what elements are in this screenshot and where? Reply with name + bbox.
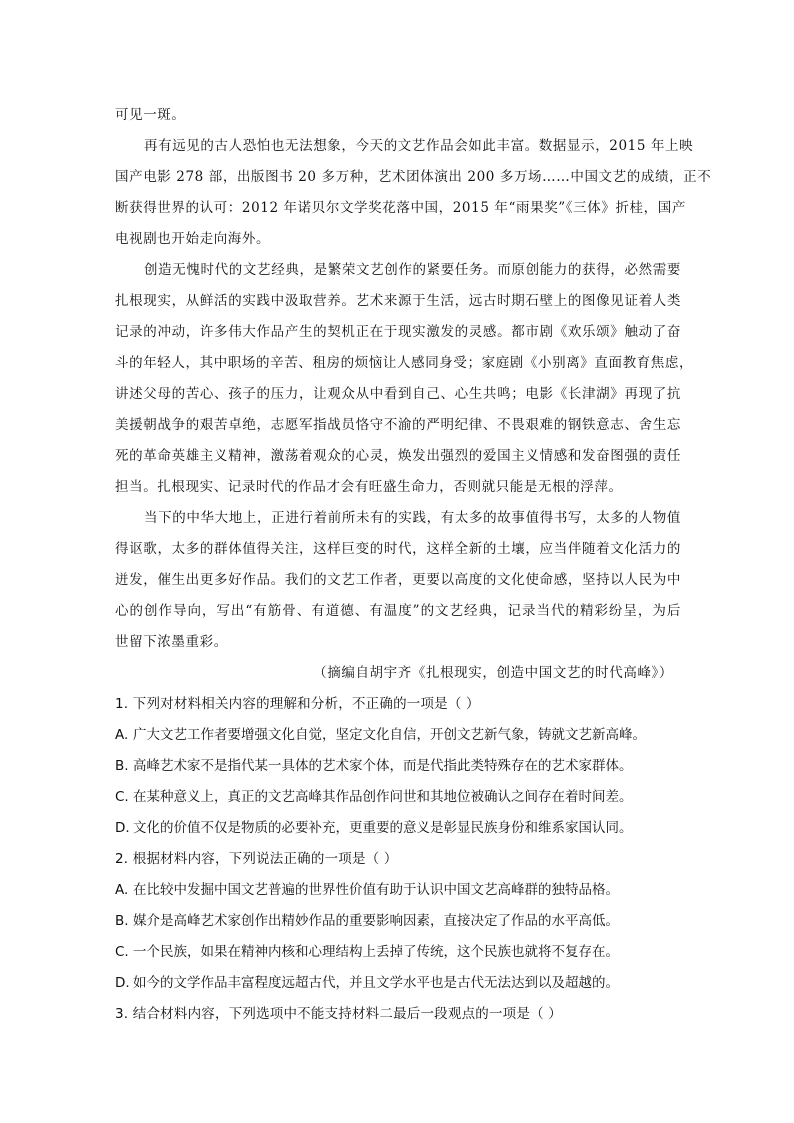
passage-line: 斗的年轻人，其中职场的辛苦、租房的烦恼让人感同身受；家庭剧《小别离》直面教育焦虑， <box>115 355 694 371</box>
option-item[interactable] <box>115 906 685 937</box>
option-letter: B. <box>115 758 129 774</box>
option-text: 如今的文学作品丰富程度远超古代，并且文学水平也是古代无法达到以及超越的。 <box>133 975 619 991</box>
option-item[interactable] <box>115 813 685 844</box>
passage-line: 担当。扎根现实、记录时代的作品才会有旺盛生命力，否则就只能是无根的浮萍。 <box>115 479 623 495</box>
passage-line: 再有远见的古人恐怕也无法想象，今天的文艺作品会如此丰富。数据显示，2015 年上映 <box>144 138 694 154</box>
option-text: 在某种意义上，真正的文艺高峰其作品创作问世和其地位被确认之间存在着时间差。 <box>133 789 633 805</box>
option-text: 媒介是高峰艺术家创作出精妙作品的重要影响因素，直接决定了作品的水平高低。 <box>133 913 619 929</box>
option-text: 文化的价值不仅是物质的必要补充，更重要的意义是彰显民族身份和维系家国认同。 <box>133 820 633 836</box>
passage-line: 记录的冲动，许多伟大作品产生的契机正在于现实激发的灵感。都市剧《欢乐颂》触动了奋 <box>115 324 681 340</box>
question-stem: 1. 下列对材料相关内容的理解和分析，不正确的一项是（ ） <box>115 696 480 712</box>
option-item[interactable] <box>115 782 685 813</box>
passage-line: 美援朝战争的艰苦卓绝，志愿军指战员恪守不渝的严明纪律、不畏艰难的钢铁意志、舍生忘 <box>115 417 681 433</box>
option-item[interactable] <box>115 937 685 968</box>
reading-passage <box>115 100 712 689</box>
passage-line: 电视剧也开始走向海外。 <box>115 231 271 247</box>
option-item[interactable] <box>115 875 685 906</box>
passage-line: 心的创作导向，写出“有筋骨、有道德、有温度”的文艺经典，记录当代的精彩纷呈，为后 <box>115 603 681 619</box>
option-text: 高峰艺术家不是指代某一具体的艺术家个体，而是代指此类特殊存在的艺术家群体。 <box>133 758 633 774</box>
option-letter: D. <box>115 975 130 991</box>
passage-line: 创造无愧时代的文艺经典，是繁荣文艺创作的紧要任务。而原创能力的获得，必然需要 <box>144 262 681 278</box>
option-text: 一个民族，如果在精神内核和心理结构上丢掉了传统，这个民族也就将不复存在。 <box>133 944 619 960</box>
passage-line: 国产电影 278 部，出版图书 20 多万种，艺术团体演出 200 多万场……中国文艺的成绩，正不 <box>115 169 712 185</box>
option-letter: C. <box>115 789 129 805</box>
option-item[interactable] <box>115 720 685 751</box>
option-item[interactable] <box>115 751 685 782</box>
question-stem: 2. 根据材料内容，下列说法正确的一项是（ ） <box>115 851 398 867</box>
question-stem: 3. 结合材料内容，下列选项中不能支持材料二最后一段观点的一项是（ ） <box>115 1006 562 1022</box>
passage-line: 当下的中华大地上，正进行着前所未有的实践，有太多的故事值得书写，太多的人物值 <box>144 510 681 526</box>
passage-source: （摘编自胡宇齐《扎根现实，创造中国文艺的时代高峰》） <box>313 665 673 681</box>
passage-line: 得讴歌，太多的群体值得关注，这样巨变的时代，这样全新的土壤，应当伴随着文化活力的 <box>115 541 681 557</box>
passage-line: 断获得世界的认可：2012 年诺贝尔文学奖花落中国，2015 年“雨果奖”《三体》折桂，国产 <box>115 200 686 216</box>
passage-line: 迸发，催生出更多好作品。我们的文艺工作者，更要以高度的文化使命感，坚持以人民为中 <box>115 572 681 588</box>
option-letter: A. <box>115 882 129 898</box>
question-list <box>115 689 685 1030</box>
option-letter: B. <box>115 913 129 929</box>
passage-line: 死的革命英雄主义精神，激荡着观众的心灵，焕发出强烈的爱国主义情感和发奋图强的责任 <box>115 448 681 464</box>
option-text: 广大文艺工作者要增强文化自觉，坚定文化自信，开创文艺新气象，铸就文艺新高峰。 <box>133 727 646 743</box>
passage-line: 可见一斑。 <box>115 107 186 123</box>
passage-line: 世留下浓墨重彩。 <box>115 634 228 650</box>
option-text: 在比较中发掘中国文艺普遍的世界性价值有助于认识中国文艺高峰群的独特品格。 <box>133 882 619 898</box>
option-letter: A. <box>115 727 129 743</box>
option-item[interactable] <box>115 968 685 999</box>
option-letter: C. <box>115 944 129 960</box>
option-letter: D. <box>115 820 130 836</box>
passage-line: 扎根现实，从鲜活的实践中汲取营养。艺术来源于生活，远古时期石壁上的图像见证着人类 <box>115 293 681 309</box>
passage-line: 讲述父母的苦心、孩子的压力，让观众从中看到自己、心生共鸣；电影《长津湖》再现了抗 <box>115 386 681 402</box>
